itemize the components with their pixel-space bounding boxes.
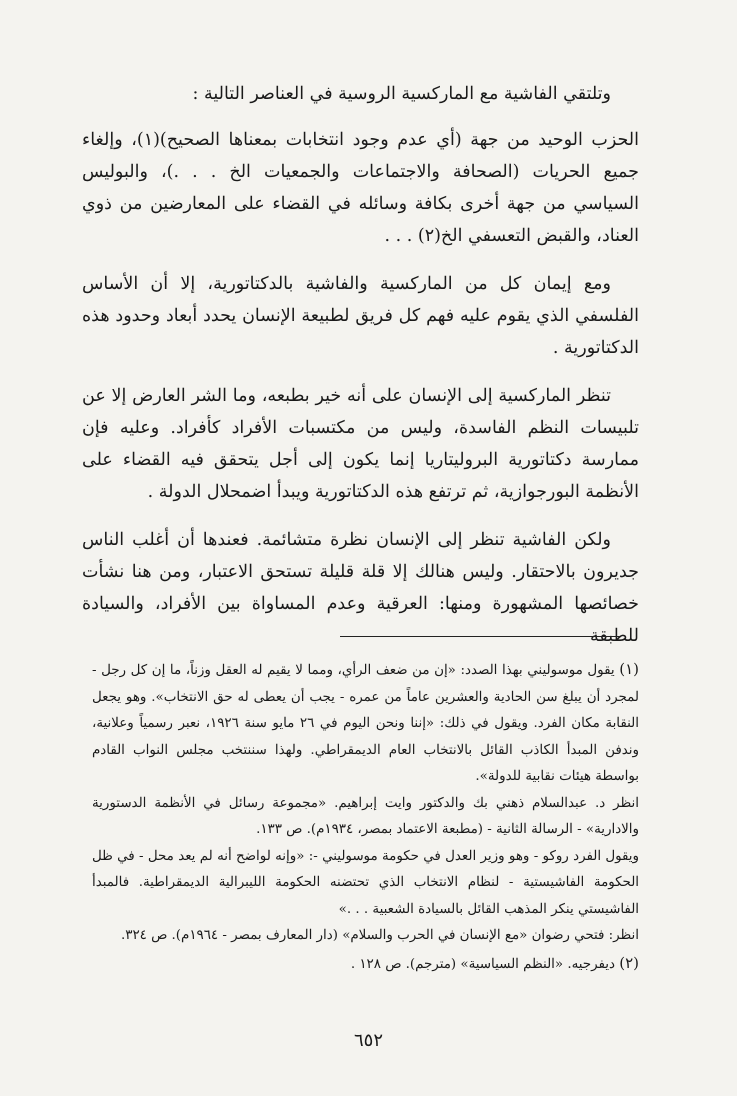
footnote-1-quote-2: ويقول الفرد روكو - وهو وزير العدل في حكومة موسوليني -: «وإنه لواضح أنه لم يعد محل - في ظل الحكومة الفاشيستية - لنظام الانتخاب الذي تحتضنه الحكومة الليبرالية الديمقراطية. فالمبدأ الفاشيستي ينكر المذهب القائل بالسيادة الشعبية . . .» xyxy=(92,848,639,917)
footnote-1 xyxy=(92,656,639,791)
paragraph-1-intro: وتلتقي الفاشية مع الماركسية الروسية في العناصر التالية : xyxy=(192,84,611,104)
footnote-1-number: (١) xyxy=(619,660,639,678)
page-number: ٦٥٢ xyxy=(353,1030,383,1051)
footnote-divider xyxy=(340,636,620,637)
footnote-2 xyxy=(92,950,639,979)
footnote-2-text: ديفرجيه. «النظم السياسية» (مترجم). ص ١٢٨ . xyxy=(350,956,615,972)
paragraph-2: ومع إيمان كل من الماركسية والفاشية بالدكتاتورية، إلا أن الأساس الفلسفي الذي يقوم عليه فهم كل فريق لطبيعة الإنسان يحدد أبعاد وحدود هذه الدكتاتورية . xyxy=(82,274,639,358)
footnote-1-reference-2: انظر: فتحي رضوان «مع الإنسان في الحرب والسلام» (دار المعارف بمصر - ١٩٦٤م). ص ٣٢٤. xyxy=(121,928,639,943)
footnotes xyxy=(92,656,639,978)
paragraph-1: الحزب الوحيد من جهة (أي عدم وجود انتخابات بمعناها الصحيح)(١)، وإلغاء جميع الحريات (الصحافة والاجتماعات والجمعيات الخ . . .)، والبوليس السياسي من جهة أخرى بكافة وسائله في القضاء على المعارضين من ذوي العناد، والقبض التعسفي الخ(٢) . . . xyxy=(82,130,639,246)
footnote-1-reference-1: انظر د. عبدالسلام ذهني بك والدكتور وايت إبراهيم. «مجموعة رسائل في الأنظمة الدستورية والادارية» - الرسالة الثانية - (مطبعة الاعتماد بمصر، ١٩٣٤م). ص ١٣٣. xyxy=(92,795,639,837)
footnote-1-text: يقول موسوليني بهذا الصدد: «إن من ضعف الرأي، ومما لا يقيم له العقل وزناً، ما إن كل رجل - لمجرد أن يبلغ سن الحادية والعشرين عاماً من عمره - يجب أن يعطى له حق الانتخاب». وهو يجعل النقابة مكان الفرد. ويقول في ذلك: «إننا ونحن اليوم في ٢٦ مايو سنة ١٩٢٦، نعبر رسمياً وعلانية، وندفن المبدأ الكاذب القائل بالانتخاب العام الديمقراطي. ولهذا سننتخب مجلس النواب القادم بواسطة هيئات نقابية للدولة». xyxy=(92,663,639,784)
paragraph-4: ولكن الفاشية تنظر إلى الإنسان نظرة متشائمة. فعندها أن أغلب الناس جديرون بالاحتقار. وليس هنالك إلا قلة قليلة تستحق الاعتبار، ومن هنا نشأت خصائصها المشهورة ومنها: العرقية وعدم المساواة بين الأفراد، والسيادة للطبقة xyxy=(82,530,639,646)
footnote-2-number: (٢) xyxy=(619,953,639,972)
main-text xyxy=(82,78,639,668)
paragraph-3: تنظر الماركسية إلى الإنسان على أنه خير بطبعه، وما الشر العارض إلا عن تلبيسات النظم الفاسدة، وليس من مكتسبات الأفراد كأفراد. وعليه فإن ممارسة دكتاتورية البروليتاريا إنما يكون إلى أجل يتحقق فيه القضاء على الأنظمة البورجوازية، ثم ترتفع هذه الدكتاتورية ويبدأ اضمحلال الدولة . xyxy=(82,386,639,502)
